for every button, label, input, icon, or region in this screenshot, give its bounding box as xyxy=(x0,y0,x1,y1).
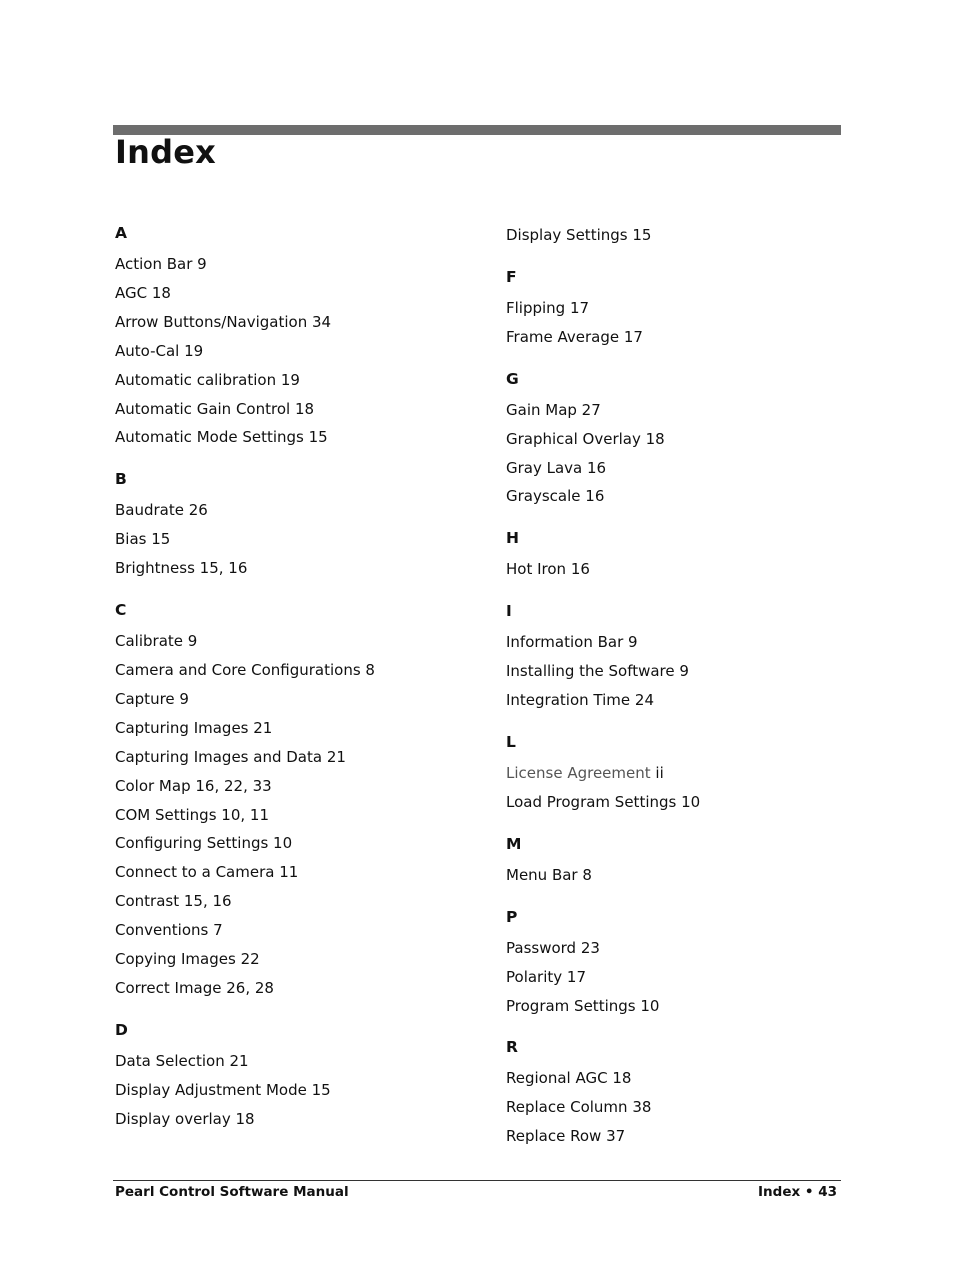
index-entry: Camera and Core Configurations 8 xyxy=(115,660,375,679)
index-entry: Display overlay 18 xyxy=(115,1109,255,1128)
index-section-c xyxy=(115,598,485,1003)
index-entry: Flipping 17 xyxy=(506,298,590,317)
section-letter: L xyxy=(506,732,516,751)
index-entry: Grayscale 16 xyxy=(506,487,605,506)
index-section-a xyxy=(115,221,485,452)
section-letter: G xyxy=(506,369,519,388)
index-entry: Data Selection 21 xyxy=(115,1051,249,1070)
index-entry: Capture 9 xyxy=(115,689,189,708)
index-entry: Integration Time 24 xyxy=(506,691,654,710)
index-entry: Calibrate 9 xyxy=(115,632,198,651)
section-letter: B xyxy=(115,470,127,489)
index-entry: Bias 15 xyxy=(115,530,171,549)
index-entry: Configuring Settings 10 xyxy=(115,834,293,853)
index-section-m xyxy=(506,832,836,890)
index-entry: Connect to a Camera 11 xyxy=(115,863,299,882)
footer-page-number: Index • 43 xyxy=(758,1184,837,1200)
index-entry: AGC 18 xyxy=(115,283,171,302)
page-title: Index xyxy=(115,133,216,171)
index-entry: Installing the Software 9 xyxy=(506,662,689,681)
index-entry: Password 23 xyxy=(506,938,600,957)
index-section-p xyxy=(506,905,836,1021)
index-entry: Action Bar 9 xyxy=(115,255,207,273)
index-entry: Graphical Overlay 18 xyxy=(506,429,665,448)
index-section-d xyxy=(115,1018,485,1134)
index-entry: Contrast 15, 16 xyxy=(115,892,232,911)
section-letter: P xyxy=(506,907,518,926)
section-letter: A xyxy=(115,224,127,242)
index-entry: Automatic Gain Control 18 xyxy=(115,399,315,418)
index-entry: Arrow Buttons/Navigation 34 xyxy=(115,312,332,331)
footer-manual-title: Pearl Control Software Manual xyxy=(115,1184,349,1200)
index-entry: Gray Lava 16 xyxy=(506,458,607,477)
index-entry: Baudrate 26 xyxy=(115,501,208,520)
index-entry: Display Settings 15 xyxy=(506,226,652,244)
index-entry: COM Settings 10, 11 xyxy=(115,805,269,824)
index-entry: Conventions 7 xyxy=(115,921,223,940)
index-entry: Auto-Cal 19 xyxy=(115,341,204,360)
index-entry: Gain Map 27 xyxy=(506,400,601,419)
index-section-r xyxy=(506,1035,836,1151)
index-entry: Frame Average 17 xyxy=(506,327,643,346)
index-entry: Hot Iron 16 xyxy=(506,560,590,579)
section-letter: R xyxy=(506,1038,518,1057)
section-letter: H xyxy=(506,529,519,548)
section-letter: I xyxy=(506,602,512,621)
index-section-d-continued xyxy=(506,221,836,250)
index-entry: Menu Bar 8 xyxy=(506,865,592,884)
index-entry: Capturing Images 21 xyxy=(115,718,273,737)
section-letter: C xyxy=(115,601,127,620)
title-rule xyxy=(113,125,841,135)
license-agreement-link[interactable]: License Agreement xyxy=(506,763,651,782)
index-entry: Display Adjustment Mode 15 xyxy=(115,1080,331,1099)
index-entry: Capturing Images and Data 21 xyxy=(115,747,346,766)
index-section-f xyxy=(506,265,836,352)
index-entry: Brightness 15, 16 xyxy=(115,559,248,578)
index-section-g xyxy=(506,367,836,512)
index-entry: Automatic calibration 19 xyxy=(115,370,300,389)
index-column-left xyxy=(115,221,485,1149)
index-entry: Load Program Settings 10 xyxy=(506,792,701,811)
index-section-i xyxy=(506,599,836,715)
index-entry: Correct Image 26, 28 xyxy=(115,978,274,997)
index-entry: Program Settings 10 xyxy=(506,996,660,1015)
index-section-l xyxy=(506,730,836,817)
section-letter: M xyxy=(506,834,522,853)
index-entry: Polarity 17 xyxy=(506,967,586,986)
section-letter: D xyxy=(115,1020,128,1039)
index-entry: Regional AGC 18 xyxy=(506,1069,632,1088)
index-entry-license xyxy=(506,759,836,788)
footer-rule xyxy=(113,1180,841,1181)
index-section-b xyxy=(115,467,485,583)
index-section-h xyxy=(506,526,836,584)
index-entry: Color Map 16, 22, 33 xyxy=(115,776,272,795)
index-entry: Copying Images 22 xyxy=(115,950,260,969)
index-entry: Automatic Mode Settings 15 xyxy=(115,428,328,447)
section-letter: F xyxy=(506,267,517,286)
index-entry: Replace Row 37 xyxy=(506,1127,626,1146)
index-column-right xyxy=(506,221,836,1166)
license-page-ref: ii xyxy=(655,763,664,782)
index-entry: Information Bar 9 xyxy=(506,633,638,652)
index-entry: Replace Column 38 xyxy=(506,1098,652,1117)
